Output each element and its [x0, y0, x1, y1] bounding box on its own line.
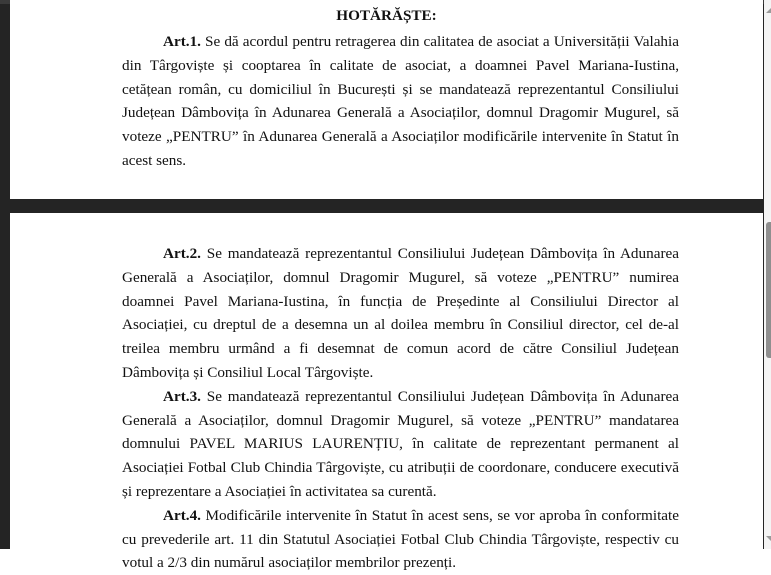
article-4-label: Art.4.	[163, 506, 201, 524]
article-2	[122, 242, 679, 385]
decision-heading: HOTĂRĂȘTE:	[336, 7, 437, 24]
scroll-down-arrow-icon[interactable]	[766, 536, 771, 541]
scroll-thumb[interactable]	[766, 222, 771, 358]
article-1-text: Se dă acordul pentru retragerea din calitatea de asociat a Universității Valahia din Târgoviște și cooptarea în calitate de asociat, a doamnei Pavel Mariana-Iustina, cetățean român, cu domiciliul în București și se mandatează reprezentantul Consiliului Județean Dâmbovița în Adunarea Generală a Asociaților, domnul Dragomir Mugurel, să voteze „PENTRU” în Adunarea Generală a Asociaților modificările intervenite în Statut în acest sens.	[122, 33, 679, 169]
document-page-2	[10, 213, 763, 572]
article-2-text: Se mandatează reprezentantul Consiliului Județean Dâmbovița în Adunarea Generală a Asociaților, domnul Dragomir Mugurel, să voteze „PENTRU” numirea doamnei Pavel Mariana-Iustina, în funcția de Președinte al Consiliului Director al Asociației, cu dreptul de a desemna un al doilea membru în Consiliul director, cel de-al treilea membru urmând a fi desemnat de comun acord de către Consiliul Județean Dâmbovița și Consiliul Local Târgoviște.	[122, 245, 679, 381]
article-2-label: Art.2.	[163, 245, 201, 262]
article-1	[122, 30, 679, 173]
article-3	[122, 385, 679, 504]
scroll-up-arrow-icon[interactable]	[766, 8, 771, 13]
article-4	[122, 504, 679, 575]
article-3-text: Se mandatează reprezentantul Consiliului Județean Dâmbovița în Adunarea Generală a Asociaților, domnul Dragomir Mugurel, să voteze „PENTRU” mandatarea domnului PAVEL MARIUS LAURENȚIU, în calitate de reprezentant permanent al Asociației Fotbal Club Chindia Târgoviște, cu atribuții de coordonare, conducere executivă și reprezentare a Asociației în activitatea sa curentă.	[122, 387, 679, 500]
page-2-text	[122, 242, 679, 575]
article-1-label: Art.1.	[163, 33, 201, 50]
page-1-text	[122, 30, 679, 173]
article-4-text: Modificările intervenite în Statut în acest sens, se vor aproba în conformitate cu prevederile art. 11 din Statutul Asociației Fotbal Club Chindia Târgoviște, respectiv cu votul a 2/3 din numărul asociaților membrilor prezenți.	[122, 506, 679, 572]
article-3-label: Art.3.	[163, 387, 201, 405]
vertical-scrollbar[interactable]	[764, 0, 771, 549]
document-page-1	[10, 0, 763, 199]
